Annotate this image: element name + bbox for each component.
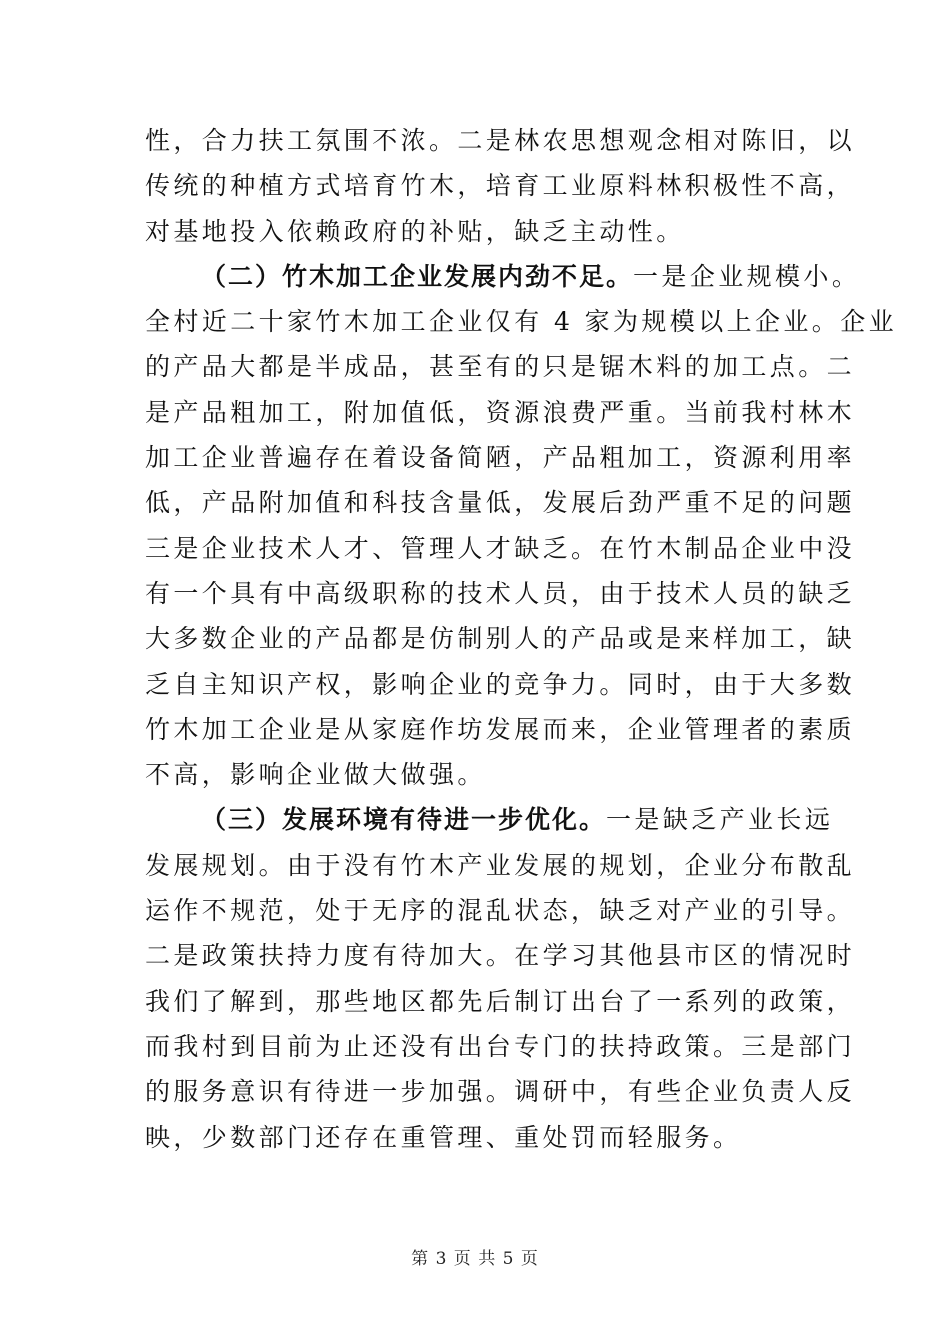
body-line: 性，合力扶工氛围不浓。二是林农思想观念相对陈旧，以: [145, 126, 856, 155]
body-line: 大多数企业的产品都是仿制别人的产品或是来样加工，缺: [145, 624, 856, 654]
body-text: 一是企业规模小。: [633, 261, 861, 291]
body-line: 对基地投入依赖政府的补贴，缺乏主动性。: [145, 216, 685, 246]
page-number-footer: 第 3 页 共 5 页: [411, 1249, 539, 1269]
body-line: 发展规划。由于没有竹木产业发展的规划，企业分布散乱: [145, 850, 856, 880]
body-line: 运作不规范，处于无序的混乱状态，缺乏对产业的引导。: [145, 896, 856, 926]
body-line: 竹木加工企业是从家庭作坊发展而来，企业管理者的素质: [145, 714, 856, 744]
body-line: 映，少数部门还存在重管理、重处罚而轻服务。: [145, 1122, 742, 1152]
body-line: 低，产品附加值和科技含量低，发展后劲严重不足的问题: [145, 488, 856, 518]
body-line: 全村近二十家竹木加工企业仅有 4 家为规模以上企业。企业: [145, 307, 898, 337]
body-text: 一是缺乏产业长远: [606, 805, 834, 835]
body-line: 传统的种植方式培育竹木，培育工业原料林积极性不高，: [145, 171, 856, 201]
body-line: 加工企业普遍存在着设备简陋，产品粗加工，资源利用率: [145, 443, 856, 473]
body-line: 是产品粗加工，附加值低，资源浪费严重。当前我村林木: [145, 397, 856, 427]
body-line: 乏自主知识产权，影响企业的竞争力。同时，由于大多数: [145, 669, 856, 699]
body-line: 的产品大都是半成品，甚至有的只是锯木料的加工点。二: [145, 352, 856, 382]
document-body: [145, 118, 898, 1160]
section-heading-line: [145, 254, 861, 299]
section-heading: （三）发展环境有待进一步优化。: [201, 805, 607, 835]
body-line: 不高，影响企业做大做强。: [145, 760, 486, 790]
body-line: 而我村到目前为止还没有出台专门的扶持政策。三是部门: [145, 1031, 856, 1061]
body-line: 有一个具有中高级职称的技术人员，由于技术人员的缺乏: [145, 578, 856, 608]
body-line: 的服务意识有待进一步加强。调研中，有些企业负责人反: [145, 1077, 856, 1107]
section-heading: （二）竹木加工企业发展内劲不足。: [201, 261, 634, 291]
body-line: 三是企业技术人才、管理人才缺乏。在竹木制品企业中没: [145, 533, 856, 563]
body-line: 二是政策扶持力度有待加大。在学习其他县市区的情况时: [145, 941, 856, 971]
section-heading-line: [145, 797, 834, 842]
body-line: 我们了解到，那些地区都先后制订出台了一系列的政策，: [145, 986, 856, 1016]
